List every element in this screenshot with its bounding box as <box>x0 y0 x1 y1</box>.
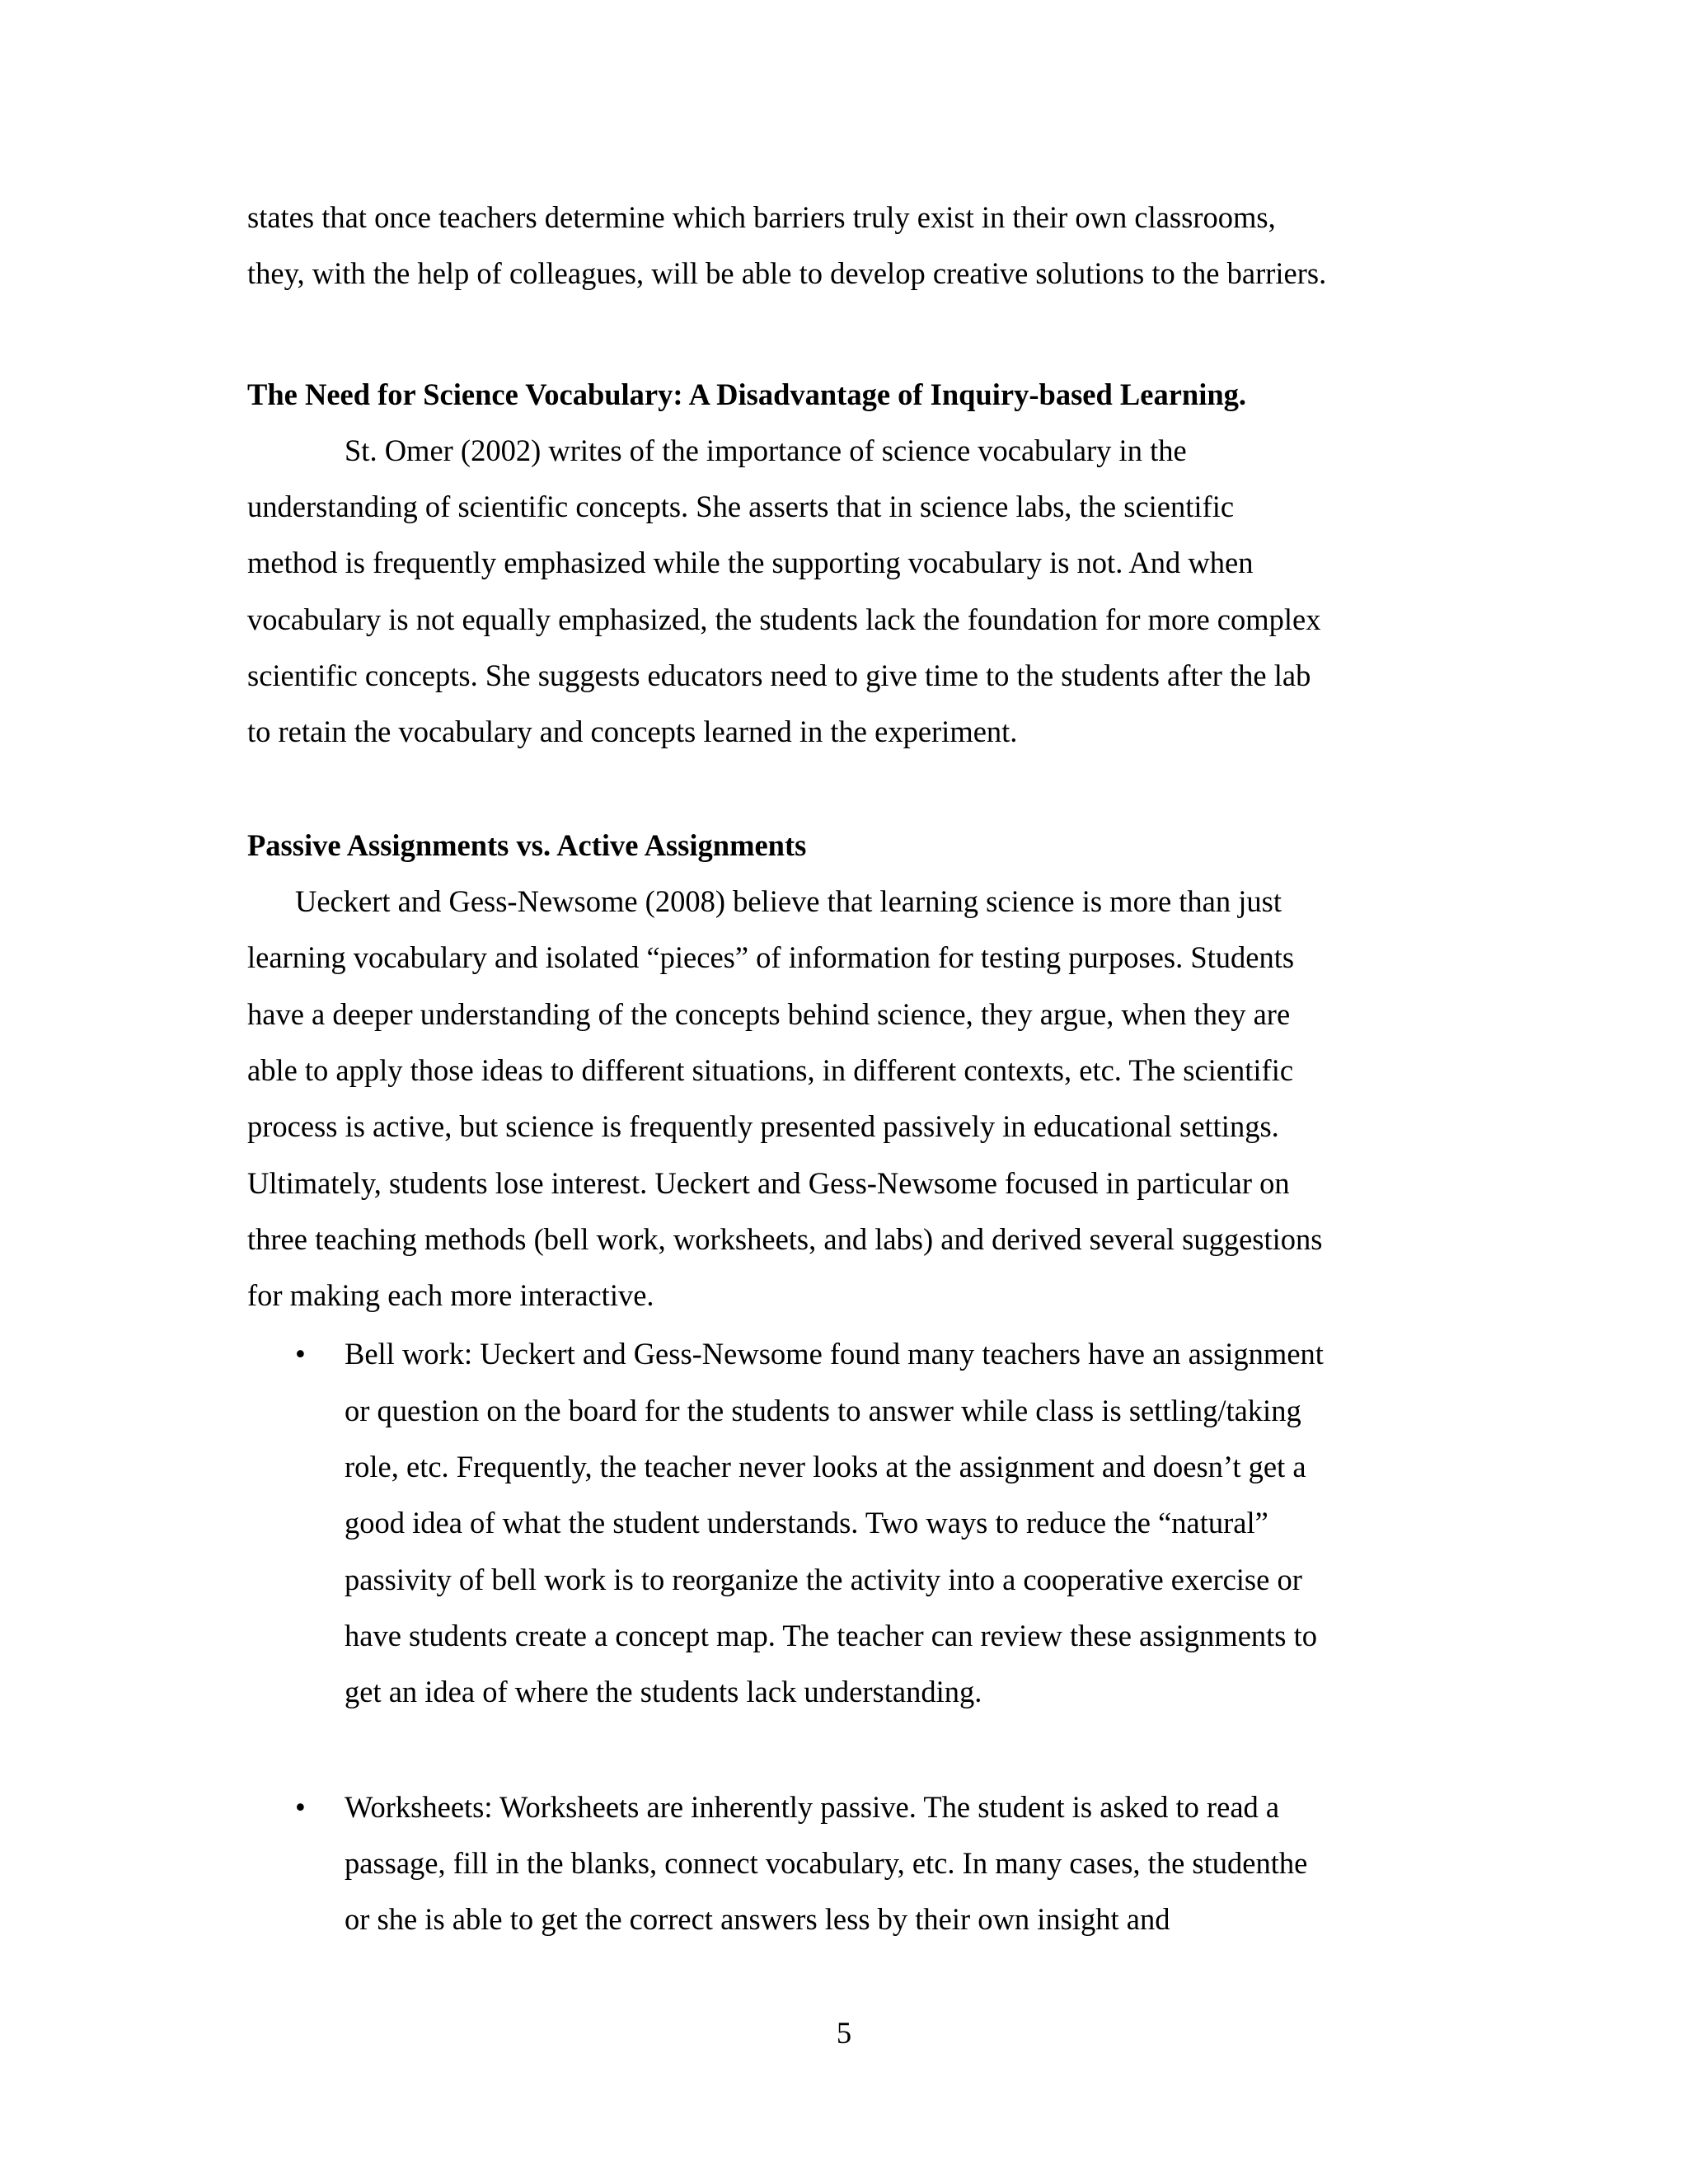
section-heading-science-vocabulary: The Need for Science Vocabulary: A Disadvantage of Inquiry-based Learning. <box>247 377 1247 411</box>
section2-line-5: process is active, but science is frequently presented passively in educational settings. <box>247 1109 1279 1143</box>
section1-line-6: to retain the vocabulary and concepts learned in the experiment. <box>247 715 1018 748</box>
section2-line-6: Ultimately, students lose interest. Ueckert and Gess-Newsome focused in particular on <box>247 1166 1290 1200</box>
section2-line-3: have a deeper understanding of the concepts behind science, they argue, when they are <box>247 997 1291 1031</box>
bullet1-line-2: or question on the board for the students to answer while class is settling/taking <box>345 1394 1301 1427</box>
section1-line-3: method is frequently emphasized while the supporting vocabulary is not. And when <box>247 546 1254 579</box>
section2-line-2: learning vocabulary and isolated “pieces” of information for testing purposes. Students <box>247 940 1295 974</box>
bullet2-line-1: Worksheets: Worksheets are inherently passive. The student is asked to read a <box>345 1790 1280 1824</box>
section1-line-1: St. Omer (2002) writes of the importance of science vocabulary in the <box>345 434 1187 467</box>
section1-line-2: understanding of scientific concepts. She asserts that in science labs, the scientific <box>247 490 1235 523</box>
bullet1-line-4: good idea of what the student understands. Two ways to reduce the “natural” <box>345 1506 1268 1540</box>
section2-line-4: able to apply those ideas to different situations, in different contexts, etc. The scientific <box>247 1053 1294 1087</box>
intro-line-2: they, with the help of colleagues, will be able to develop creative solutions to the barriers. <box>247 256 1327 290</box>
section1-line-5: scientific concepts. She suggests educators need to give time to the students after the lab <box>247 658 1311 692</box>
bullet1-line-5: passivity of bell work is to reorganize the activity into a cooperative exercise or <box>345 1563 1302 1596</box>
bullet2-line-3: or she is able to get the correct answers less by their own insight and <box>345 1902 1170 1936</box>
bullet2-line-2: passage, fill in the blanks, connect vocabulary, etc. In many cases, the studenthe <box>345 1846 1308 1880</box>
bullet1-line-1: Bell work: Ueckert and Gess-Newsome found many teachers have an assignment <box>345 1337 1324 1371</box>
section2-line-7: three teaching methods (bell work, worksheets, and labs) and derived several suggestions <box>247 1222 1323 1256</box>
bullet-marker: • <box>295 1337 306 1371</box>
page-number: 5 <box>836 2016 852 2050</box>
bullet1-line-7: get an idea of where the students lack understanding. <box>345 1675 982 1708</box>
bullet1-line-6: have students create a concept map. The teacher can review these assignments to <box>345 1619 1318 1652</box>
section2-line-1: Ueckert and Gess-Newsome (2008) believe that learning science is more than just <box>295 884 1282 918</box>
bullet1-line-3: role, etc. Frequently, the teacher never looks at the assignment and doesn’t get a <box>345 1450 1306 1483</box>
section1-line-4: vocabulary is not equally emphasized, the students lack the foundation for more complex <box>247 602 1321 636</box>
section2-line-8: for making each more interactive. <box>247 1278 654 1312</box>
section-heading-passive-active: Passive Assignments vs. Active Assignments <box>247 828 807 862</box>
bullet-marker: • <box>295 1790 306 1824</box>
intro-line-1: states that once teachers determine which barriers truly exist in their own classrooms, <box>247 200 1276 234</box>
